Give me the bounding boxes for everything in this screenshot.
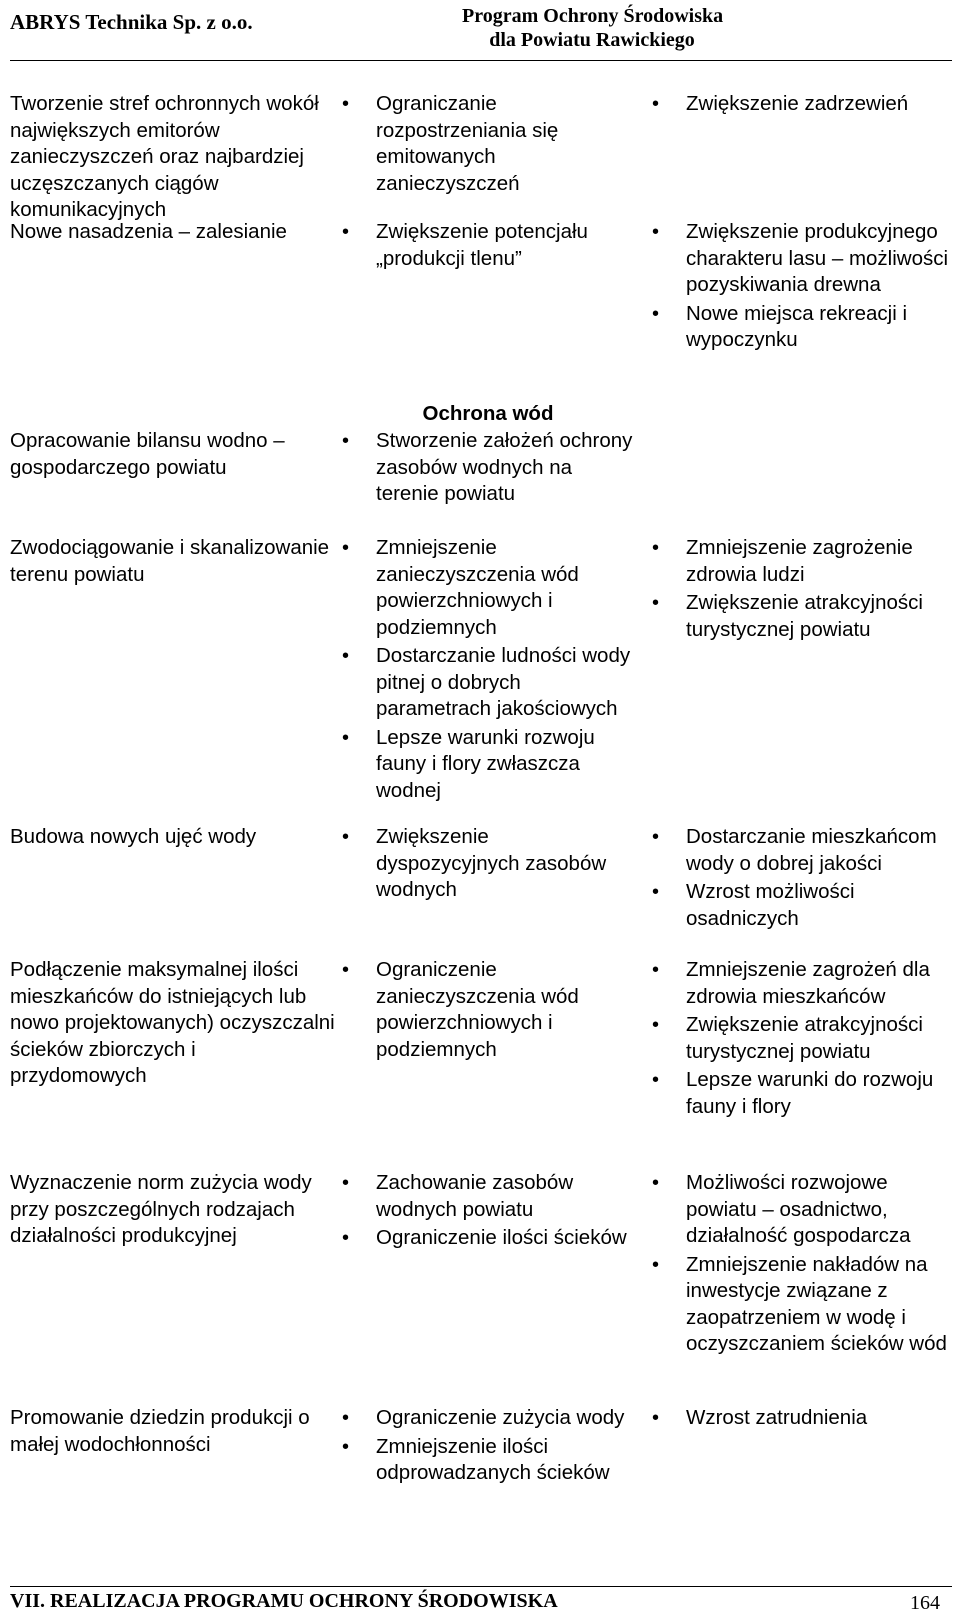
document-title-line2: dla Powiatu Rawickiego [489, 29, 695, 51]
list-item: • Zmniejszenie zanieczyszczenia wód powierzchniowych i podziemnych [338, 535, 638, 641]
footer-rule [10, 1586, 952, 1587]
list-item: • Wzrost możliwości osadniczych [648, 879, 953, 932]
list-item: • Lepsze warunki do rozwoju fauny i flory [648, 1067, 953, 1120]
header-rule [10, 60, 952, 61]
list-item: • Lepsze warunki rozwoju fauny i flory zwłaszcza wodnej [338, 725, 638, 805]
action-cell: Zwodociągowanie i skanalizowanie terenu powiatu [10, 536, 330, 586]
list-item: • Zwiększenie potencjału „produkcji tlenu” [338, 219, 638, 272]
list-item: • Zwiększenie atrakcyjności turystycznej powiatu [648, 590, 953, 643]
list-item: • Możliwości rozwojowe powiatu – osadnictwo, działalność gospodarcza [648, 1170, 953, 1250]
effects-list [338, 428, 638, 510]
benefits-list [648, 1170, 953, 1360]
page-number: 164 [910, 1592, 940, 1614]
list-item: • Zmniejszenie zagrożeń dla zdrowia mieszkańców [648, 957, 953, 1010]
section-title: Ochrona wód [422, 402, 554, 425]
list-item: • Ograniczanie rozpostrzeniania się emitowanych zanieczyszczeń [338, 91, 638, 197]
list-item: • Dostarczanie mieszkańcom wody o dobrej jakości [648, 824, 953, 877]
benefits-list [648, 1405, 953, 1434]
action-cell: Wyznaczenie norm zużycia wody przy poszczególnych rodzajach działalności produkcyjnej [10, 1171, 312, 1247]
list-item: • Wzrost zatrudnienia [648, 1405, 953, 1432]
action-cell: Promowanie dziedzin produkcji o małej wodochłonności [10, 1406, 310, 1456]
action-cell: Budowa nowych ujęć wody [10, 825, 257, 848]
effects-list [338, 535, 638, 806]
list-item: • Ograniczenie zanieczyszczenia wód powierzchniowych i podziemnych [338, 957, 638, 1063]
list-item: • Stworzenie założeń ochrony zasobów wodnych na terenie powiatu [338, 428, 638, 508]
list-item: • Ograniczenie ilości ścieków [338, 1225, 638, 1252]
benefits-list [648, 535, 953, 645]
list-item: • Zwiększenie zadrzewień [648, 91, 953, 118]
document-title-line1: Program Ochrony Środowiska [462, 5, 724, 27]
effects-list [338, 91, 638, 199]
action-cell: Nowe nasadzenia – zalesianie [10, 220, 287, 243]
footer-chapter: VII. REALIZACJA PROGRAMU OCHRONY ŚRODOWISKA [10, 1590, 558, 1612]
effects-list [338, 219, 638, 274]
effects-list [338, 1405, 638, 1489]
list-item: • Zmniejszenie ilości odprowadzanych ścieków [338, 1434, 638, 1487]
action-cell: Tworzenie stref ochronnych wokół największych emitorów zanieczyszczeń oraz najbardziej uczęszczanych ciągów komunikacyjnych [10, 92, 319, 221]
benefits-list [648, 957, 953, 1122]
list-item: • Nowe miejsca rekreacji i wypoczynku [648, 301, 953, 354]
benefits-list [648, 219, 953, 356]
list-item: • Zmniejszenie zagrożenie zdrowia ludzi [648, 535, 953, 588]
list-item: • Zachowanie zasobów wodnych powiatu [338, 1170, 638, 1223]
list-item: • Dostarczanie ludności wody pitnej o dobrych parametrach jakościowych [338, 643, 638, 723]
document-title [462, 4, 722, 52]
list-item: • Zwiększenie dyspozycyjnych zasobów wodnych [338, 824, 638, 904]
effects-list [338, 824, 638, 906]
action-cell: Opracowanie bilansu wodno – gospodarczego powiatu [10, 429, 285, 479]
effects-list [338, 957, 638, 1065]
action-cell: Podłączenie maksymalnej ilości mieszkańców do istniejących lub nowo projektowanych) oczyszczalni ścieków zbiorczych i przydomowych [10, 958, 335, 1087]
benefits-list [648, 91, 953, 120]
list-item: • Zwiększenie atrakcyjności turystycznej powiatu [648, 1012, 953, 1065]
company-name: ABRYS Technika Sp. z o.o. [10, 10, 253, 34]
list-item: • Zwiększenie produkcyjnego charakteru lasu – możliwości pozyskiwania drewna [648, 219, 953, 299]
effects-list [338, 1170, 638, 1254]
list-item: • Ograniczenie zużycia wody [338, 1405, 638, 1432]
benefits-list [648, 824, 953, 934]
list-item: • Zmniejszenie nakładów na inwestycje związane z zaopatrzeniem w wodę i oczyszczaniem ścieków wód [648, 1252, 953, 1358]
